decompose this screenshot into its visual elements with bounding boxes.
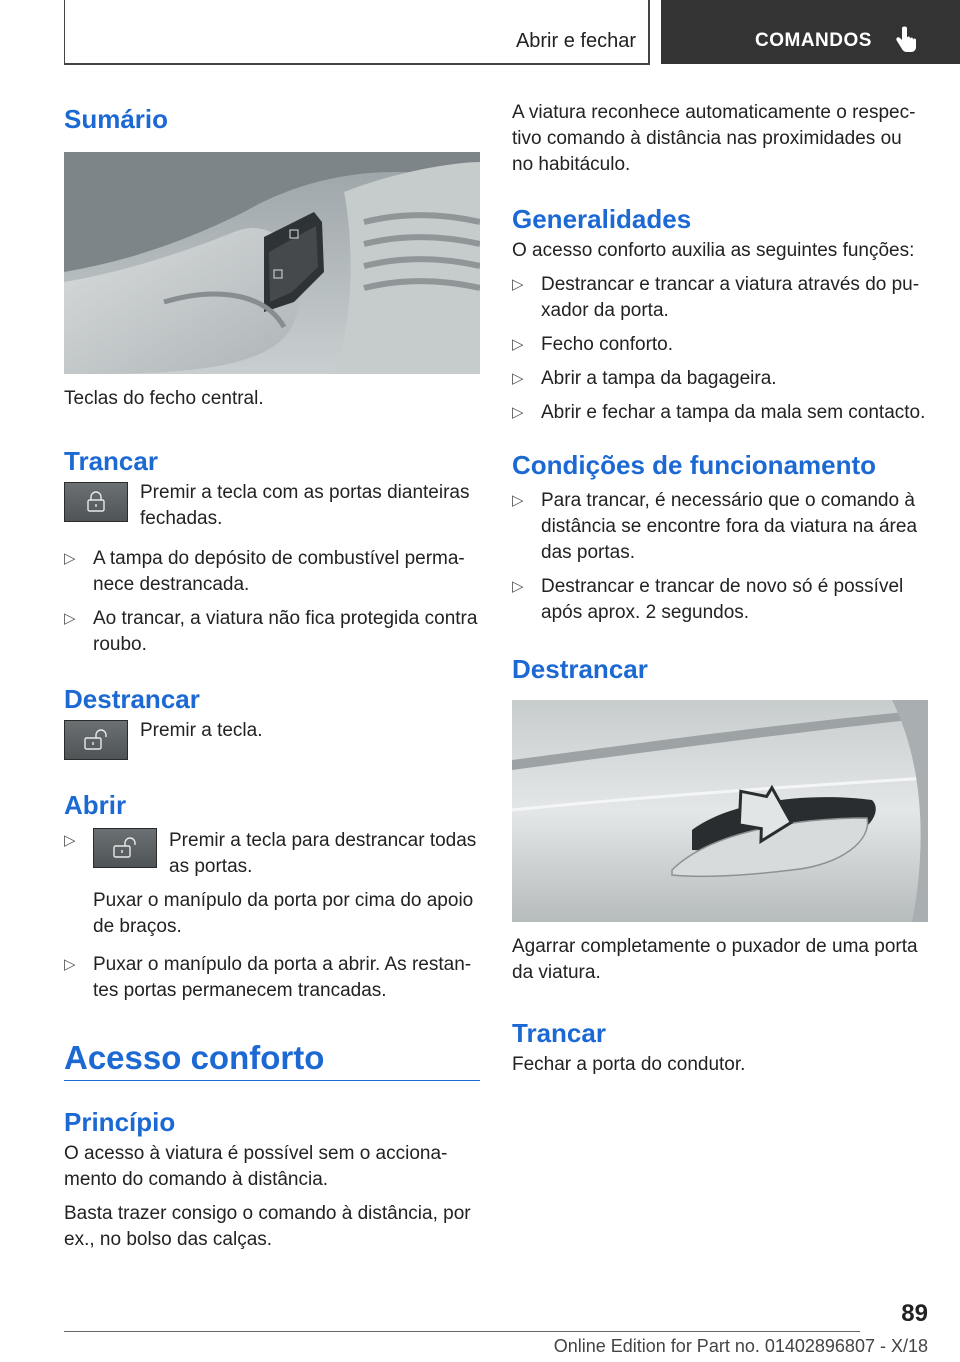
bullet-triangle-icon: ▷ (512, 578, 524, 595)
bullet-triangle-icon: ▷ (512, 492, 524, 509)
unlock-heading-right: Destrancar (512, 654, 648, 684)
principle-p1: O acesso à viatura é possível sem o acciona-mento do comando à distância. (64, 1143, 448, 1190)
unlock-heading: Destrancar (64, 684, 200, 714)
bullet-triangle-icon: ▷ (64, 550, 76, 567)
general-intro: O acesso conforto auxilia as seguintes funções: (512, 240, 915, 261)
hand-pointer-icon (893, 26, 919, 54)
page-number: 89 (901, 1300, 928, 1327)
central-lock-buttons-photo (64, 152, 480, 374)
summary-heading: Sumário (64, 104, 169, 134)
conditions-heading: Condições de funcionamento (512, 450, 877, 480)
lock-key-text: Premir a tecla com as portas dianteiras fechadas. (140, 482, 470, 529)
header-rule-bottom (64, 63, 650, 65)
list-item (64, 828, 480, 940)
list-item: ▷ Puxar o manípulo da porta a abrir. As restan-tes portas permanecem trancadas. (64, 954, 472, 1001)
principle-p2: Basta trazer consigo o comando à distância, por ex., no bolso das calças. (64, 1203, 471, 1250)
bullet-triangle-icon: ▷ (64, 610, 76, 627)
bullet-triangle-icon: ▷ (64, 832, 76, 849)
bullet-triangle-icon: ▷ (512, 404, 524, 421)
open-heading: Abrir (64, 790, 127, 820)
comfort-access-heading: Acesso conforto (64, 1039, 325, 1076)
conditions-list (512, 488, 928, 626)
principle-heading: Princípio (64, 1107, 176, 1137)
right-column (512, 96, 928, 1078)
bullet-triangle-icon: ▷ (512, 370, 524, 387)
list-item: ▷ Abrir e fechar a tampa da mala sem contacto. (512, 400, 928, 426)
edition-note: Online Edition for Part no. 01402896807 - X/18 (553, 1336, 928, 1356)
footer-rule (64, 1331, 860, 1332)
chapter-label: COMANDOS (755, 30, 872, 51)
lock-text-right: Fechar a porta do condutor. (512, 1054, 746, 1075)
unlock-all-button[interactable] (93, 828, 157, 868)
unlock-key-row (64, 718, 480, 760)
chapter-tab[interactable] (661, 0, 960, 64)
summary-caption: Teclas do fecho central. (64, 388, 264, 409)
unlock-caption: Agarrar completamente o puxador de uma porta da viatura. (512, 936, 918, 983)
list-item: ▷ A tampa do depósito de combustível perma-nece destrancada. (64, 548, 465, 595)
lock-button[interactable] (64, 482, 128, 522)
door-panel-image (64, 152, 480, 374)
lock-heading: Trancar (64, 446, 158, 476)
general-list (512, 272, 928, 426)
list-item: ▷ Destrancar e trancar de novo só é possível após aprox. 2 segundos. (512, 576, 904, 623)
list-item: ▷ Destrancar e trancar a viatura através do pu-xador da porta. (512, 274, 920, 321)
header-separator (648, 0, 650, 64)
list-item: ▷ Abrir a tampa da bagageira. (512, 366, 928, 392)
header-rule-left (64, 0, 65, 64)
heading-rule (64, 1080, 480, 1081)
unlock-key-text: Premir a tecla. (140, 720, 263, 741)
open-key-text: Premir a tecla para destrancar todas as portas. (169, 830, 477, 877)
intro-text: A viatura reconhece automaticamente o respec-tivo comando à distância nas proximidades ou no habitáculo. (512, 102, 916, 175)
left-column (64, 96, 480, 1253)
list-item: ▷ Ao trancar, a viatura não fica protegida contra roubo. (64, 608, 478, 655)
door-handle-image (512, 700, 928, 922)
list-item: ▷ Para trancar, é necessário que o comando à distância se encontre fora da viatura na área das portas. (512, 490, 918, 563)
open-key-row (93, 828, 480, 880)
lock-open-icon (83, 729, 109, 751)
open-extra-text: Puxar o manípulo da porta por cima do apoio de braços. (93, 890, 474, 937)
door-handle-photo (512, 700, 928, 922)
lock-heading-right: Trancar (512, 1018, 606, 1048)
section-title: Abrir e fechar (515, 30, 636, 52)
unlock-button[interactable] (64, 720, 128, 760)
lock-notes (64, 546, 480, 658)
open-steps (64, 828, 480, 1004)
bullet-triangle-icon: ▷ (512, 276, 524, 293)
lock-open-icon (112, 837, 138, 859)
general-heading: Generalidades (512, 204, 692, 234)
list-item: ▷ Fecho conforto. (512, 332, 928, 358)
lock-closed-icon (83, 491, 109, 513)
bullet-triangle-icon: ▷ (512, 336, 524, 353)
lock-key-row (64, 480, 480, 532)
bullet-triangle-icon: ▷ (64, 956, 76, 973)
